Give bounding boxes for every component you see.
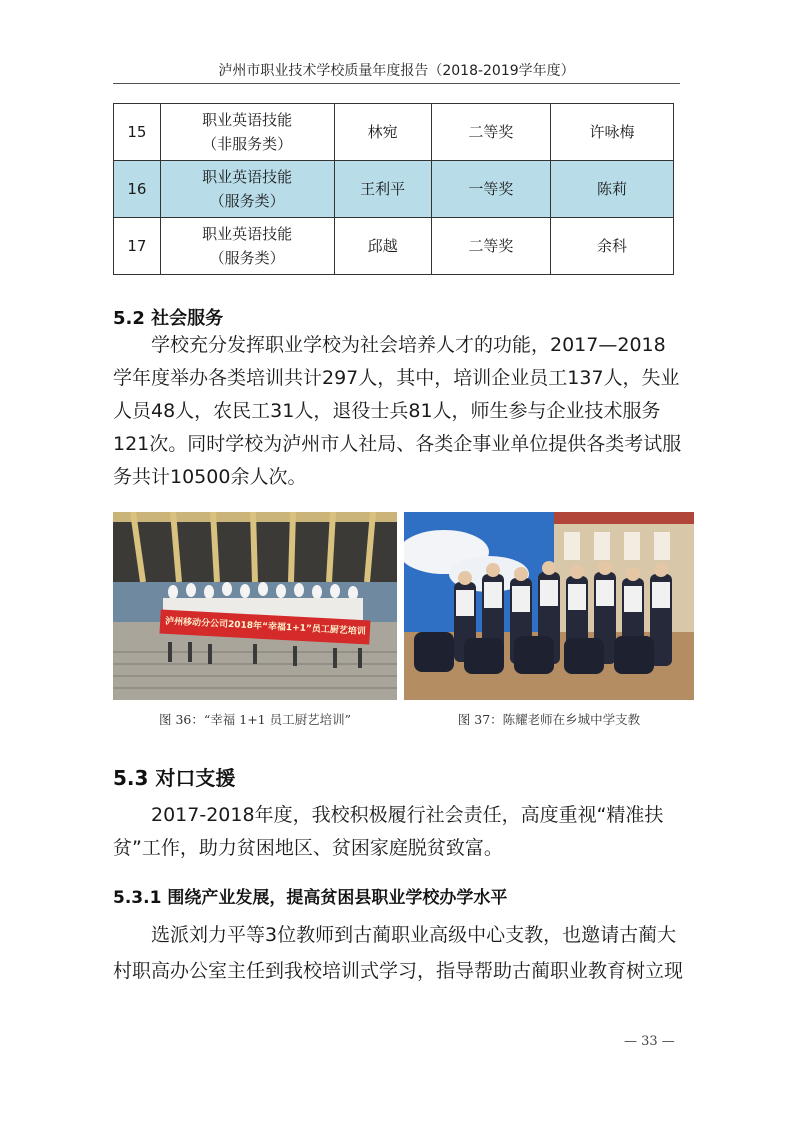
- running-header: 泸州市职业技术学校质量年度报告（2018-2019学年度）: [218, 63, 575, 79]
- award-level: 二等奖: [431, 218, 550, 275]
- row-number: 15: [114, 104, 161, 161]
- paragraph-social-service: 学校充分发挥职业学校为社会培养人才的功能，2017—2018学年度举办各类培训共计297人，其中，培训企业员工137人，失业人员48人，农民工31人，退役士兵81人，师生参与企业技术服务121次。同时学校为泸州市人社局、各类企事业单位提供各类考试服务共计10500余人次。: [113, 334, 682, 488]
- row-number: 16: [114, 161, 161, 218]
- table-row: [114, 104, 674, 161]
- header-rule: [113, 83, 680, 84]
- item-line: 职业英语技能: [202, 225, 293, 243]
- award-level: 一等奖: [431, 161, 550, 218]
- competition-item: [160, 104, 334, 161]
- item-line: 职业英语技能: [202, 111, 293, 129]
- photo-rural-teaching: [404, 512, 694, 700]
- teacher-name: 余科: [550, 218, 673, 275]
- competition-item: [160, 161, 334, 218]
- student-name: 邱越: [334, 218, 431, 275]
- figure-37-caption: 图 37：陈耀老师在乡城中学支教: [457, 712, 641, 727]
- page-number: — 33 —: [624, 1034, 675, 1049]
- competition-item: [160, 218, 334, 275]
- row-number: 17: [114, 218, 161, 275]
- table-row: [114, 161, 674, 218]
- item-category: （服务类）: [209, 192, 285, 210]
- table-row: [114, 218, 674, 275]
- teacher-name: 许咏梅: [550, 104, 673, 161]
- item-category: （服务类）: [209, 249, 285, 267]
- banner-text: 泸州移动分公司2018年“幸福1+1”员工厨艺培训: [164, 616, 367, 638]
- student-name: 林宛: [334, 104, 431, 161]
- item-category: （非服务类）: [202, 135, 293, 153]
- section-heading-5-2: 5.2 社会服务: [113, 308, 224, 329]
- item-line: 职业英语技能: [202, 168, 293, 186]
- paragraph-targeted-support: 2017-2018年度，我校积极履行社会责任，高度重视“精准扶贫”工作，助力贫困地区、贫困家庭脱贫致富。: [113, 804, 664, 859]
- section-heading-5-3-1: 5.3.1 围绕产业发展，提高贫困县职业学校办学水平: [113, 888, 508, 908]
- paragraph-industry-development: 选派刘力平等3位教师到古蔺职业高级中心支教，也邀请古蔺大村职高办公室主任到我校培训式学习，指导帮助古蔺职业教育树立现: [113, 924, 684, 982]
- rural-teaching-image: [404, 512, 694, 700]
- photo-culinary-training: [113, 512, 397, 700]
- culinary-training-image: [113, 512, 397, 700]
- student-name: 王利平: [334, 161, 431, 218]
- awards-table: [113, 103, 674, 275]
- section-heading-5-3: 5.3 对口支援: [113, 766, 236, 790]
- award-level: 二等奖: [431, 104, 550, 161]
- figure-36-caption: 图 36：“幸福 1+1 员工厨艺培训”: [159, 712, 351, 727]
- teacher-name: 陈莉: [550, 161, 673, 218]
